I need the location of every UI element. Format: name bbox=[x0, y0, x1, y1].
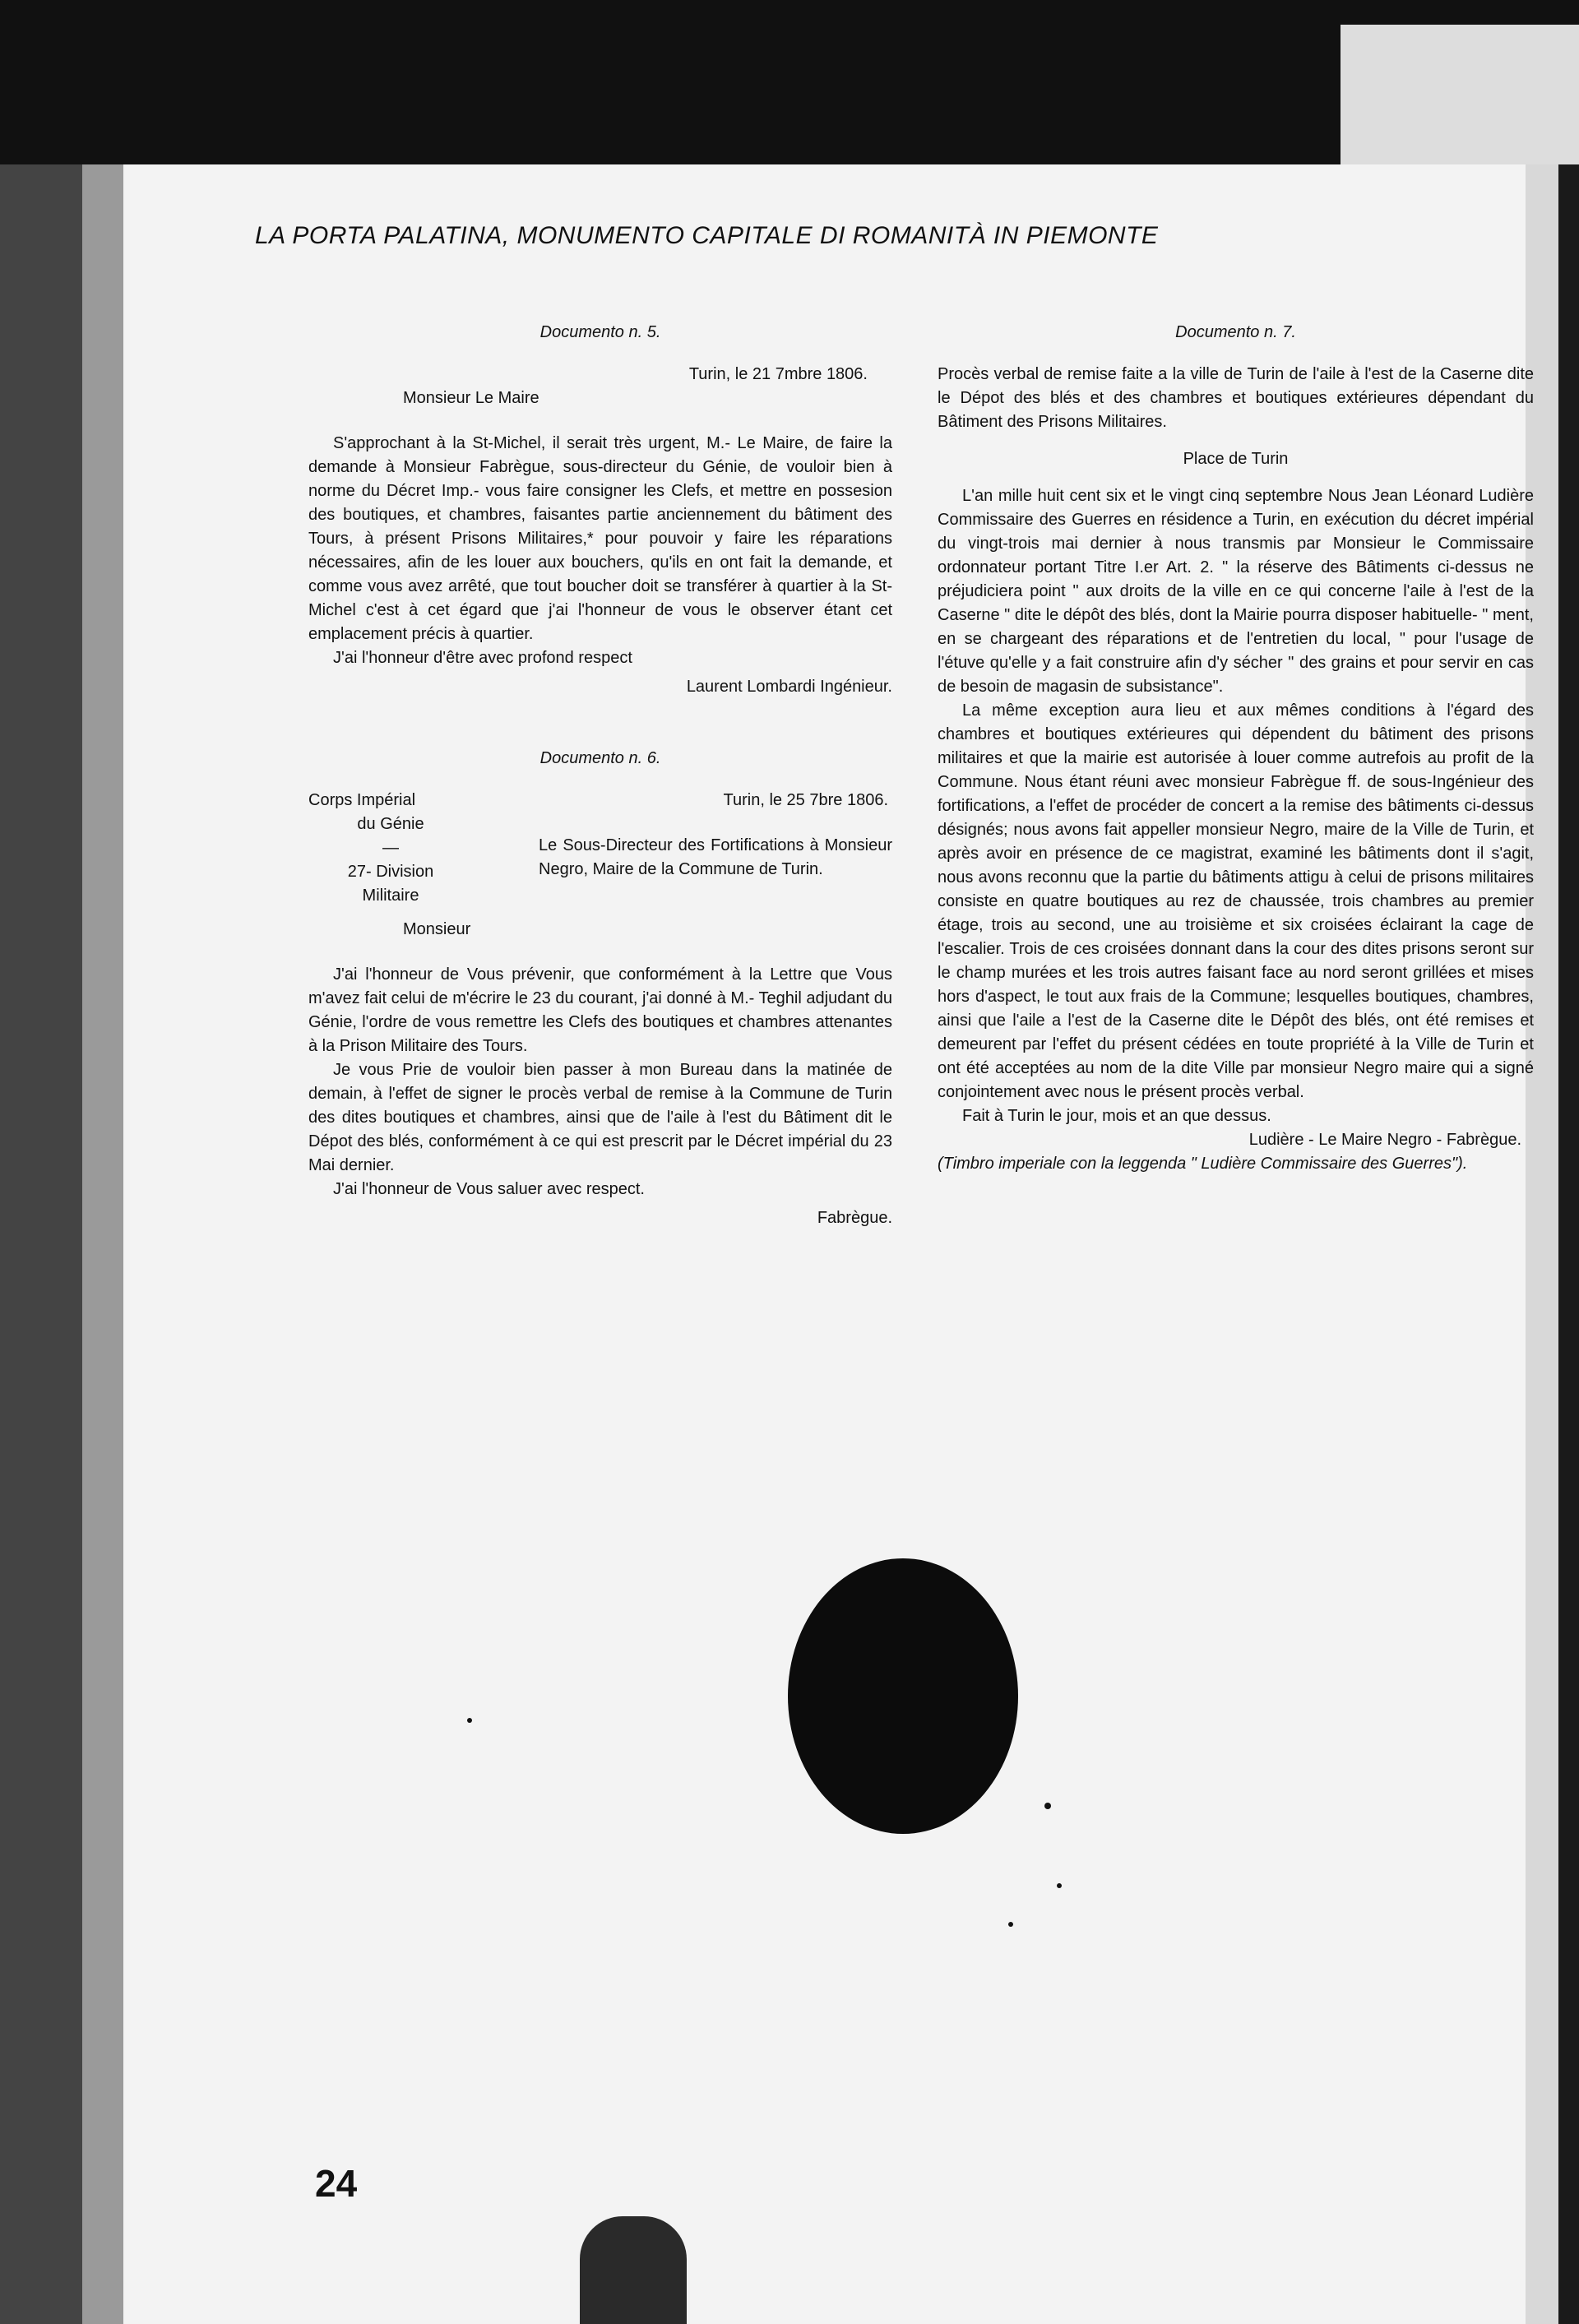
ink-speck bbox=[1008, 1922, 1013, 1927]
running-title: LA PORTA PALATINA, MONUMENTO CAPITALE DI ROMANITÀ IN PIEMONTE bbox=[255, 222, 1159, 249]
bottom-stain bbox=[580, 2216, 687, 2324]
doc7-para1: L'an mille huit cent six et le vingt cinq septembre Nous Jean Léonard Ludière Commissaire des Guerres en résidence a Turin, en exécution du décret impérial du vingt-trois mai dernier à nous transmis par Monsieur le Commissaire ordonnateur portant Titre I.er Art. 2. " la réserve des Bâtiments ci-dessus ne préjudiciera point " aux droits de la ville en ce qui concerne l'aile à l'est de la Caserne " dite le dépôt des blés, dont la Mairie pourra disposer habituelle- " ment, en se chargeant des réparations et de l'entretien du local, " pour l'usage de l'étuve qu'elle y a fait construire afin d'y sécher " des grains et pour servir en cas de besoin de magasin de subsistance". bbox=[938, 487, 1534, 696]
left-column bbox=[308, 321, 892, 1230]
ink-speck bbox=[467, 1718, 472, 1723]
doc6-division-line1: 27- Division bbox=[347, 863, 434, 881]
doc7-heading: Procès verbal de remise faite a la ville de Turin de l'aile à l'est de la Caserne dite le Dépot des blés et des chambres et boutiques extérieures dépendant du Bâtiment des Prisons Militaires. bbox=[938, 365, 1534, 431]
document-7 bbox=[938, 321, 1534, 1176]
doc6-sender bbox=[308, 789, 473, 908]
ink-speck bbox=[1057, 1883, 1062, 1888]
doc6-para1: J'ai l'honneur de Vous prévenir, que conformément à la Lettre que Vous m'avez fait celui de m'écrire le 23 du courant, j'ai donné à M.- Teghil adjudant du Génie, l'ordre de vous remettre les Clefs des boutiques et chambres attenantes à la Prison Militaire des Tours. bbox=[308, 965, 892, 1055]
ink-seal-blot bbox=[788, 1558, 1018, 1834]
doc6-title: Documento n. 6. bbox=[539, 749, 661, 767]
doc6-right-header bbox=[473, 789, 892, 908]
document-5 bbox=[308, 321, 892, 699]
doc6-sender-line1: Corps Impérial bbox=[308, 791, 416, 809]
scan-left-margin bbox=[0, 164, 90, 2324]
doc7-signatures: Ludière - Le Maire Negro - Fabrègue. bbox=[1248, 1131, 1521, 1149]
ink-speck bbox=[1044, 1803, 1051, 1809]
doc6-closing: J'ai l'honneur de Vous saluer avec respect. bbox=[333, 1180, 645, 1198]
doc5-signature: Laurent Lombardi Ingénieur. bbox=[686, 678, 892, 696]
doc5-title: Documento n. 5. bbox=[539, 323, 661, 341]
doc7-stamp-note: (Timbro imperiale con la leggenda " Ludière Commissaire des Guerres"). bbox=[938, 1155, 1468, 1173]
doc7-title: Documento n. 7. bbox=[1175, 323, 1296, 341]
doc6-division-line2: Militaire bbox=[362, 887, 419, 905]
right-column bbox=[938, 321, 1534, 1176]
doc5-salutation: Monsieur Le Maire bbox=[403, 389, 539, 407]
doc6-para2: Je vous Prie de vouloir bien passer à mon Bureau dans la matinée de demain, à l'effet de signer le procès verbal de remise à la Commune de Turin des dites boutiques et chambres, ainsi que de l'aile à l'est du Bâtiment dit le Dépot des blés, conformément à ce qui est prescrit par le Décret impérial du 23 Mai dernier. bbox=[308, 1061, 892, 1174]
doc6-addressee: Le Sous-Directeur des Fortifications à Monsieur Negro, Maire de la Commune de Turin. bbox=[539, 836, 892, 878]
doc5-body: S'approchant à la St-Michel, il serait très urgent, M.- Le Maire, de faire la demande à Monsieur Fabrègue, sous-directeur du Génie, de vouloir bien à norme du Décret Imp.- vous faire consigner les Clefs, et mettre en possesion des boutiques, et chambres, faisantes partie anciennement du bâtiment des Tours, à présent Prisons Militaires,* pour pouvoir y faire les réparations nécessaires, afin de les louer aux bouchers, qu'ils en ont fait la demande, et comme vous avez arrêté, que tout boucher doit se transférer à quartier à la St-Michel c'est à cet égard que j'ai l'honneur de vous le observer étant cet emplacement précis à quartier. bbox=[308, 434, 892, 643]
doc7-para3: Fait à Turin le jour, mois et an que dessus. bbox=[962, 1107, 1271, 1125]
doc6-date: Turin, le 25 7bre 1806. bbox=[723, 791, 888, 809]
doc5-date: Turin, le 21 7mbre 1806. bbox=[688, 365, 868, 383]
doc7-place: Place de Turin bbox=[1183, 450, 1289, 468]
doc6-dash: — bbox=[382, 839, 399, 857]
doc6-header bbox=[308, 789, 892, 908]
document-6 bbox=[308, 747, 892, 1230]
doc6-sender-line2: du Génie bbox=[357, 815, 424, 833]
page-number: 24 bbox=[315, 2162, 358, 2205]
doc5-closing: J'ai l'honneur d'être avec profond respect bbox=[333, 649, 632, 667]
doc6-salutation: Monsieur bbox=[403, 920, 471, 938]
scan-top-right-corner bbox=[1341, 25, 1579, 164]
doc7-para2: La même exception aura lieu et aux mêmes conditions à l'égard des chambres et boutiques extérieures qui dépendent du bâtiment des prisons militaires et que la mairie est autorisée à louer comme autrefois au profit de la Commune. Nous étant réuni avec monsieur Fabrègue ff. de sous-Ingénieur des fortifications, a l'effet de procéder de concert a la remise des bâtiments ci-dessus désignés; nous avons fait appeller monsieur Negro, maire de la Ville de Turin, et après avoir en présence de ce magistrat, examiné les bâtiments dont il s'agit, nous avons reconnu que la partie du bâtiments attigu à celui de prisons militaires consiste en quatre boutiques au rez de chaussée, trois chambres au premier étage, trois au second, une au troisième et six croisées éclairant la cage de l'escalier. Trois de ces croisées donnant dans la cour des dites prisons seront sur le champ murées et les trois autres faisant face au nord seront grillées et mises hors d'aspect, le tout aux frais de la Commune; lesquelles boutiques, chambres, ainsi que l'aile a l'est de la Caserne dite le Dépôt des blés, ont été remises et demeurent par l'effet du présent cédées en toute propriété à la Ville de Turin et ont été acceptées au nom de la dite Ville par monsieur Negro maire qui a signé conjointement avec nous le présent procès verbal. bbox=[938, 701, 1534, 1101]
doc6-signature: Fabrègue. bbox=[817, 1209, 892, 1227]
